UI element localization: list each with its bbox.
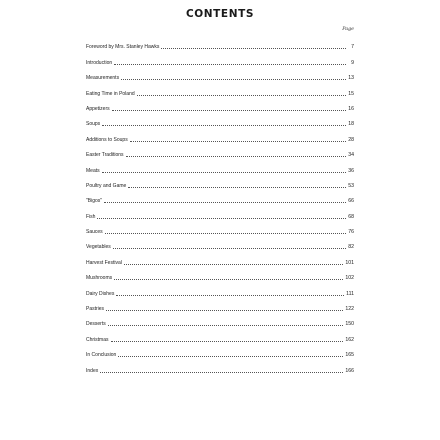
- toc-entry-page-number: 111: [346, 290, 354, 297]
- dot-leader: [104, 202, 346, 203]
- toc-entry-page-number: 102: [345, 275, 354, 282]
- toc-entry-page-number: 16: [348, 105, 354, 112]
- toc-entry-label: Index: [86, 367, 99, 374]
- toc-entry-page-number: 34: [348, 152, 354, 159]
- dot-leader: [102, 172, 346, 173]
- dot-leader: [128, 187, 346, 188]
- dot-leader: [111, 341, 344, 342]
- dot-leader: [105, 233, 346, 234]
- toc-entry: [86, 68, 354, 83]
- toc-entry: [86, 268, 354, 283]
- toc-entry-page-number: 7: [351, 44, 354, 51]
- toc-entry-page-number: 68: [348, 213, 354, 220]
- toc-entry-label: Eating Time in Poland: [86, 90, 135, 97]
- toc-entry-page-number: 66: [348, 198, 354, 205]
- toc-entry: [86, 206, 354, 221]
- toc-entry: [86, 283, 354, 298]
- toc-entry-label: Desserts: [86, 321, 106, 328]
- toc-entry-page-number: 150: [345, 321, 354, 328]
- toc-entry-label: In Conclusion: [86, 352, 117, 359]
- toc-entry-label: Poultry and Game: [86, 182, 127, 189]
- toc-entry-label: Measurements: [86, 75, 120, 82]
- toc-entry-page-number: 28: [348, 136, 354, 143]
- toc-entry-page-number: 165: [345, 352, 354, 359]
- dot-leader: [116, 295, 344, 296]
- toc-entry: [86, 145, 354, 160]
- toc-entry-label: Pastries: [86, 306, 105, 313]
- toc-entry-page-number: 15: [348, 90, 354, 97]
- dot-leader: [137, 95, 346, 96]
- toc-entry: [86, 37, 354, 52]
- toc-entry: [86, 360, 354, 375]
- toc-entry-page-number: 122: [345, 306, 354, 313]
- dot-leader: [114, 64, 346, 65]
- toc-entry: [86, 160, 354, 175]
- dot-leader: [114, 279, 343, 280]
- dot-leader: [102, 125, 346, 126]
- toc-entry-page-number: 36: [348, 167, 354, 174]
- toc-entry-label: Additions to Soups: [86, 136, 128, 143]
- toc-entry: [86, 222, 354, 237]
- dot-leader: [124, 264, 344, 265]
- toc-entry-label: Easter Traditions: [86, 152, 124, 159]
- toc-entry-page-number: 18: [348, 121, 354, 128]
- toc-entry: [86, 345, 354, 360]
- toc-entry: [86, 176, 354, 191]
- toc-entry-page-number: 82: [348, 244, 354, 251]
- toc-entry: [86, 237, 354, 252]
- dot-leader: [121, 79, 346, 80]
- dot-leader: [113, 248, 346, 249]
- toc-entry-label: Appetizers: [86, 105, 110, 112]
- table-of-contents: [86, 37, 354, 376]
- dot-leader: [130, 141, 346, 142]
- toc-entry-label: Sauces: [86, 229, 103, 236]
- dot-leader: [118, 356, 343, 357]
- page-column-heading: Page: [342, 27, 354, 32]
- toc-entry: [86, 299, 354, 314]
- toc-entry: [86, 99, 354, 114]
- toc-entry-label: Introduction: [86, 59, 113, 66]
- toc-entry: [86, 191, 354, 206]
- toc-entry: [86, 114, 354, 129]
- toc-entry: [86, 52, 354, 67]
- dot-leader: [161, 48, 346, 49]
- toc-entry-label: Vegetables: [86, 244, 111, 251]
- toc-entry-label: Harvest Festival: [86, 259, 122, 266]
- toc-entry-label: Fish: [86, 213, 96, 220]
- page-title: CONTENTS: [185, 8, 255, 20]
- toc-entry: [86, 329, 354, 344]
- dot-leader: [108, 325, 344, 326]
- toc-entry: [86, 314, 354, 329]
- toc-entry-page-number: 9: [351, 59, 354, 66]
- toc-entry: [86, 129, 354, 144]
- dot-leader: [106, 310, 343, 311]
- toc-entry-page-number: 162: [345, 336, 354, 343]
- toc-entry-page-number: 13: [348, 75, 354, 82]
- toc-entry-page-number: 166: [345, 367, 354, 374]
- toc-entry: [86, 252, 354, 267]
- toc-entry-label: Foreword by Mrs. Stanley Hawks: [86, 44, 160, 51]
- toc-entry-page-number: 76: [348, 229, 354, 236]
- toc-entry-label: Mushrooms: [86, 275, 113, 282]
- dot-leader: [112, 110, 346, 111]
- toc-entry-label: Dairy Dishes: [86, 290, 115, 297]
- toc-entry: [86, 83, 354, 98]
- toc-entry-label: "Bigos": [86, 198, 103, 205]
- toc-entry-label: Meats: [86, 167, 100, 174]
- toc-entry-label: Christmas: [86, 336, 109, 343]
- dot-leader: [97, 218, 346, 219]
- toc-entry-page-number: 53: [348, 182, 354, 189]
- toc-entry-label: Soups: [86, 121, 101, 128]
- dot-leader: [126, 156, 346, 157]
- toc-entry-page-number: 101: [345, 259, 354, 266]
- dot-leader: [100, 372, 343, 373]
